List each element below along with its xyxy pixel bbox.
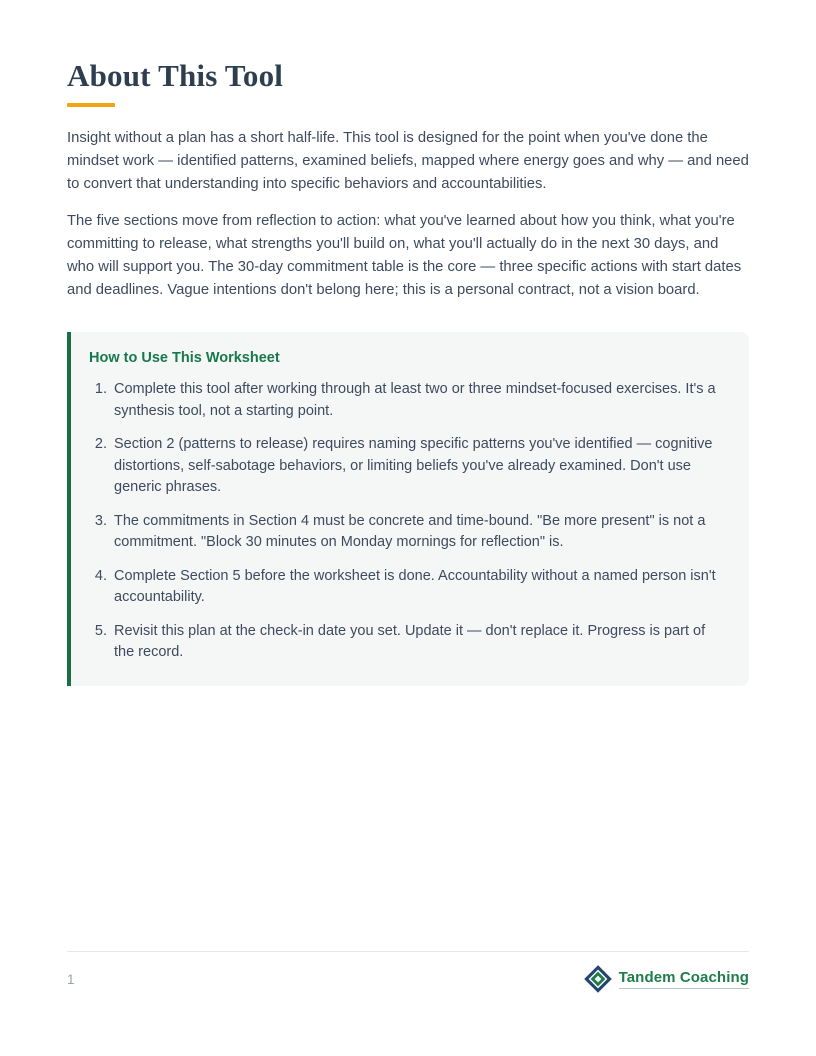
callout-heading: How to Use This Worksheet [89,350,280,366]
callout-instruction-item-5: 5. Revisit this plan at the check-in date you set. Update it — don't replace it. Progress is part of the record. [111,621,723,664]
footer-row [67,965,749,993]
callout-instruction-item-2: 2. Section 2 (patterns to release) requires naming specific patterns you've identified — cognitive distortions, self-sabotage behaviors, or limiting beliefs you've already examined. Don't use generic phrases. [111,434,723,499]
intro-paragraph-2: The five sections move from reflection to action: what you've learned about how you think, what you're committing to release, what strengths you'll build on, what you'll actually do in the next 30 days, and who will support you. The 30-day commitment table is the core — three specific actions with start dates and deadlines. Vague intentions don't belong here; this is a personal contract, not a vision board. [67,213,742,298]
tandem-coaching-logo[interactable] [584,965,749,993]
page-title: About This Tool [67,58,284,93]
tandem-diamond-icon [584,965,612,993]
callout-instruction-item-3: 3. The commitments in Section 4 must be concrete and time-bound. "Be more present" is not a commitment. "Block 30 minutes on Monday mornings for reflection" is. [111,511,723,554]
callout-instruction-item-4: 4. Complete Section 5 before the worksheet is done. Accountability without a named person isn't accountability. [111,566,723,609]
how-to-use-callout [67,332,749,686]
callout-instruction-item-1: 1. Complete this tool after working through at least two or three mindset-focused exercises. It's a synthesis tool, not a starting point. [111,379,723,422]
page-number: 1 [67,971,75,987]
intro-paragraph-1: Insight without a plan has a short half-life. This tool is designed for the point when you've done the mindset work — identified patterns, examined beliefs, mapped where energy goes and why — and need to convert that understanding into specific behaviors and accountabilities. [67,130,749,192]
brand-name-text: Tandem Coaching [619,969,749,989]
page-footer [67,951,749,1056]
callout-instructions-list [89,379,723,664]
page-content [67,0,749,686]
title-accent-bar [67,103,115,107]
